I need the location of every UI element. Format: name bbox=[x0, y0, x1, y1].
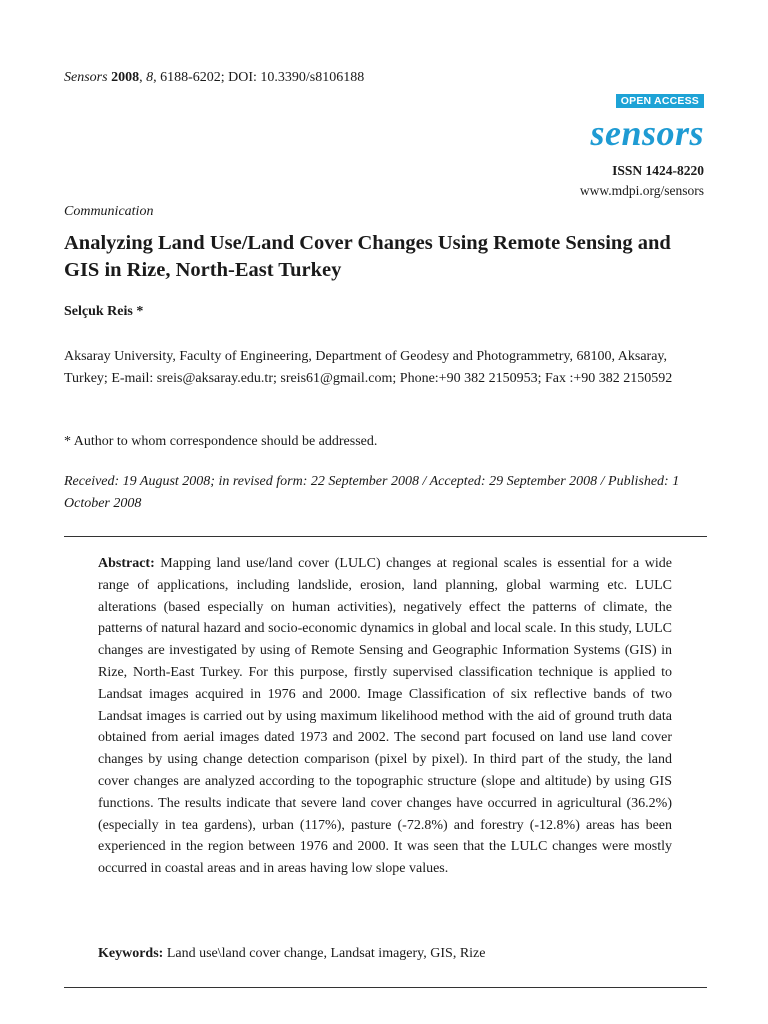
citation-line: Sensors 2008, 8, 6188-6202; DOI: 10.3390/s8106188 bbox=[64, 70, 365, 85]
journal-logo: sensors bbox=[590, 113, 704, 153]
keywords-text: Land use\land cover change, Landsat imagery, GIS, Rize bbox=[166, 946, 486, 961]
abstract-bottom-divider bbox=[64, 987, 707, 988]
abstract bbox=[98, 553, 672, 880]
citation-year: 2008 bbox=[111, 70, 140, 85]
abstract-text: Mapping land use/land cover (LULC) changes at regional scales is essential for a wide range of applications, including landslide, erosion, land planning, global warming etc. LULC alterations (based especially on human activities), negatively effect the patterns of climate, the patterns of natural hazard and socio-economic dynamics in global and local scale. In this study, LULC changes are investigated by using of Remote Sensing and Geographic Information Systems (GIS) in Rize, North-East Turkey. For this purpose, firstly supervised classification technique is applied to Landsat images acquired in 1976 and 2000. Image Classification of six reflective bands of two Landsat images is carried out by using maximum likelihood method with the aid of ground truth data obtained from aerial images dated 1973 and 2002. The second part focused on land use land cover changes by using change detection comparison (pixel by pixel). In third part of the study, the land cover changes are analyzed according to the topographic structure (slope and altitude) by using GIS functions. The results indicate that severe land cover changes have occurred in agricultural (36.2%) (especially in tea gardens), urban (117%), pasture (-72.8%) and forestry (-12.8%) areas has been experienced in the region between 1976 and 2000. It was seen that the LULC changes were mostly occurred in coastal areas and in areas having low slope values. bbox=[98, 556, 672, 877]
abstract-label: Abstract: bbox=[98, 556, 155, 571]
issn: ISSN 1424-8220 bbox=[612, 163, 704, 178]
article-title: Analyzing Land Use/Land Cover Changes Using Remote Sensing and GIS in Rize, North-East Turkey bbox=[64, 232, 671, 281]
correspondence-note: * Author to whom correspondence should be addressed. bbox=[64, 434, 378, 449]
keywords-label: Keywords: bbox=[98, 946, 164, 961]
open-access-badge: OPEN ACCESS bbox=[616, 94, 704, 108]
citation-journal: Sensors bbox=[64, 70, 108, 85]
article-type: Communication bbox=[64, 204, 154, 219]
citation-pages-doi: 6188-6202; DOI: 10.3390/s8106188 bbox=[160, 70, 365, 85]
abstract-top-divider bbox=[64, 536, 707, 537]
publication-dates: Received: 19 August 2008; in revised form: 22 September 2008 / Accepted: 29 September 2008 / Published: 1 October 2008 bbox=[64, 474, 680, 511]
citation-volume: 8 bbox=[146, 70, 154, 85]
author-list: Selçuk Reis * bbox=[64, 304, 144, 319]
keywords bbox=[98, 946, 672, 962]
journal-website-link[interactable]: www.mdpi.org/sensors bbox=[579, 183, 704, 198]
author-affiliation: Aksaray University, Faculty of Engineering, Department of Geodesy and Photogrammetry, 68100, Aksaray, Turkey; E-mail: sreis@aksaray.edu.tr; sreis61@gmail.com; Phone:+90 382 2150953; Fax :+90 382 2150592 bbox=[64, 349, 673, 386]
